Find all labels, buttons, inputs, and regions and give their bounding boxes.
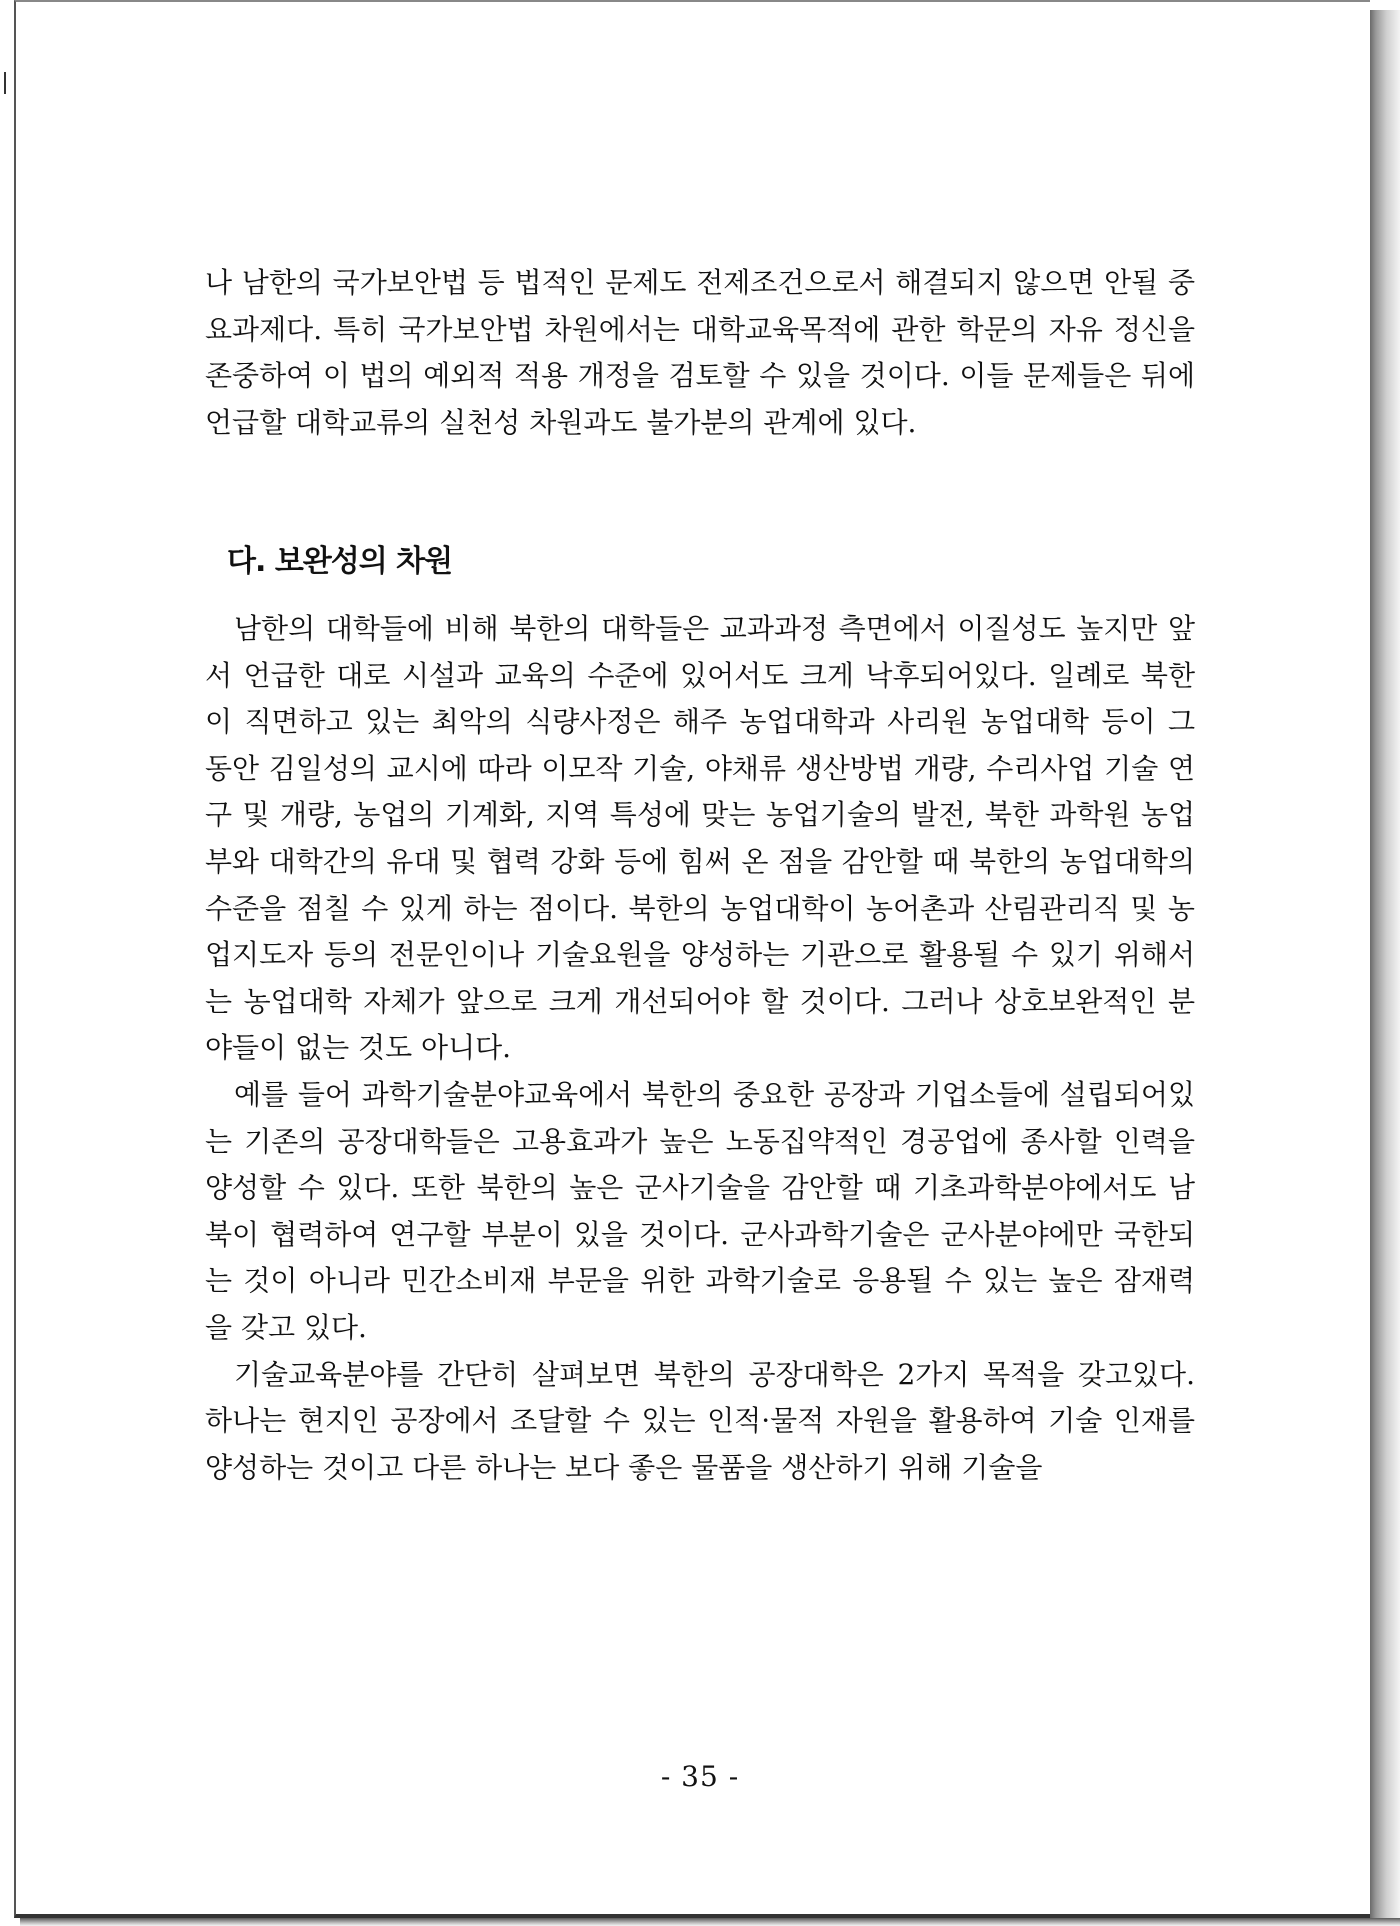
page-bottom-shadow	[20, 1918, 1400, 1926]
page-right-shadow	[1370, 10, 1400, 1926]
page-number: - 35 -	[660, 1760, 740, 1793]
section-heading: 다. 보완성의 차원	[227, 544, 453, 579]
section-body	[205, 606, 1195, 1491]
body-paragraph-3: 기술교육분야를 간단히 살펴보면 북한의 공장대학은 2가지 목적을 갖고있다. 하나는 현지인 공장에서 조달할 수 있는 인적·물적 자원을 활용하여 기술 인재를 양성하는 것이고 다른 하나는 보다 좋은 물품을 생산하기 위해 기술을	[205, 1357, 1195, 1484]
body-paragraph-2: 예를 들어 과학기술분야교육에서 북한의 중요한 공장과 기업소들에 설립되어있는 기존의 공장대학들은 고용효과가 높은 노동집약적인 경공업에 종사할 인력을 양성할 수 있다. 또한 북한의 높은 군사기술을 감안할 때 기초과학분야에서도 남북이 협력하여 연구할 부분이 있을 것이다. 군사과학기술은 군사분야에만 국한되는 것이 아니라 민간소비재 부문을 위한 과학기술로 응용될 수 있는 높은 잠재력을 갖고 있다.	[205, 1077, 1195, 1344]
body-paragraph-1: 남한의 대학들에 비해 북한의 대학들은 교과과정 측면에서 이질성도 높지만 앞서 언급한 대로 시설과 교육의 수준에 있어서도 크게 낙후되어있다. 일례로 북한이 직면하고 있는 최악의 식량사정은 해주 농업대학과 사리원 농업대학 등이 그 동안 김일성의 교시에 따라 이모작 기술, 야채류 생산방법 개량, 수리사업 기술 연구 및 개량, 농업의 기계화, 지역 특성에 맞는 농업기술의 발전, 북한 과학원 농업부와 대학간의 유대 및 협력 강화 등에 힘써 온 점을 감안할 때 북한의 농업대학의 수준을 점칠 수 있게 하는 점이다. 북한의 농업대학이 농어촌과 산림관리직 및 농업지도자 등의 전문인이나 기술요원을 양성하는 기관으로 활용될 수 있기 위해서는 농업대학 자체가 앞으로 크게 개선되어야 할 것이다. 그러나 상호보완적인 분야들이 없는 것도 아니다.	[205, 612, 1195, 1065]
intro-block	[205, 260, 1195, 446]
intro-paragraph: 나 남한의 국가보안법 등 법적인 문제도 전제조건으로서 해결되지 않으면 안될 중요과제다. 특히 국가보안법 차원에서는 대학교육목적에 관한 학문의 자유 정신을 존중하여 이 법의 예외적 적용 개정을 검토할 수 있을 것이다. 이들 문제들은 뒤에 언급할 대학교류의 실천성 차원과도 불가분의 관계에 있다.	[205, 266, 1195, 439]
binding-mark	[4, 72, 6, 94]
